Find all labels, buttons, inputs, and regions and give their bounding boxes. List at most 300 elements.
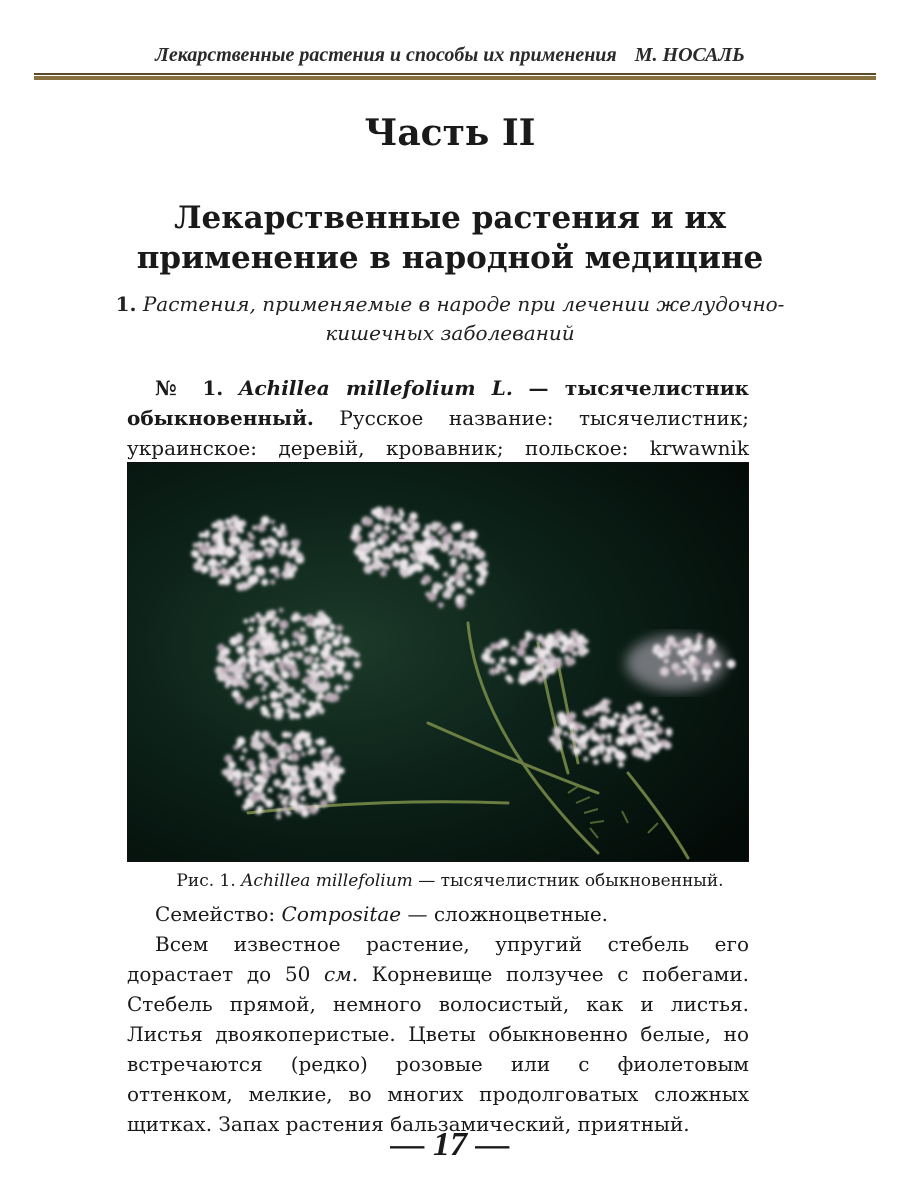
flower-floret [248,772,253,777]
flower-floret [236,583,244,591]
flower-floret [244,619,249,624]
flower-floret [397,534,406,543]
flower-floret [291,615,298,622]
flower-floret [606,699,611,704]
flower-floret [259,764,267,772]
flower-floret [568,723,575,730]
flower-floret [273,779,281,787]
flower-floret [342,636,350,644]
flower-floret [583,639,588,644]
flower-floret [245,798,252,805]
body-text [127,899,749,1139]
flower-floret [279,608,284,613]
flower-floret [309,747,316,754]
flower-floret [603,754,612,763]
flower-floret [305,772,312,779]
flower-floret [333,756,341,764]
flower-floret [641,738,647,744]
flower-floret [536,657,543,664]
flower-floret [363,556,371,564]
flower-floret [642,722,648,728]
flower-floret [220,567,228,575]
family-rest: — сложноцветные. [407,902,609,926]
flower-floret [682,640,687,645]
flower-floret [556,746,561,751]
flower-floret [569,744,574,749]
flower-floret [266,647,271,652]
flower-floret [234,520,242,528]
flower-floret [559,634,568,643]
flower-floret [583,710,589,716]
flower-floret [563,731,568,736]
flower-floret [223,649,229,655]
flower-floret [248,656,257,665]
flower-floret [271,758,279,766]
flower-floret [612,747,617,752]
flower-floret [282,732,288,738]
flower-floret [517,648,525,656]
flower-floret [307,781,316,790]
part-title: Часть II [364,112,536,154]
flower-floret [231,679,239,687]
flower-floret [281,754,287,760]
flower-floret [300,627,305,632]
flower-floret [702,669,708,675]
flower-floret [313,788,322,797]
flower-floret [398,517,403,522]
flower-floret [246,566,252,572]
flower-floret [290,564,295,569]
flower-floret [574,738,579,743]
flower-floret [270,691,279,700]
flower-floret [245,701,253,709]
entry-common-name: — тысячелистник обыкновенный. [127,376,749,430]
flower-floret [580,743,587,750]
flower-floret [384,525,390,531]
description-part1: Всем известное растение, упругий стебель его дорастает до 50 [127,932,749,986]
flower-floret [281,763,287,769]
flower-floret [249,535,255,541]
flower-floret [672,643,678,649]
flower-floret [627,706,633,712]
flower-floret [289,799,298,808]
entry-number: № 1. [155,376,224,400]
flower-floret [643,752,652,761]
flower-floret [372,549,380,557]
flower-floret [427,557,436,566]
flower-floret [470,542,475,547]
flower-floret [655,742,662,749]
flower-floret [237,775,242,780]
flower-floret [574,633,579,638]
flower-floret [262,695,267,700]
running-header [0,44,900,67]
flower-floret [315,657,320,662]
flower-floret [254,731,260,737]
flower-floret [511,646,516,651]
flower-floret [312,623,317,628]
flower-floret [320,800,328,808]
flower-floret [401,545,409,553]
header-rule-thick [34,76,876,80]
flower-floret [317,639,323,645]
flower-floret [553,734,560,741]
flower-floret [250,740,259,749]
flower-floret [209,548,216,555]
flower-floret [252,525,257,530]
flower-floret [272,527,278,533]
flower-floret [257,648,265,656]
flower-floret [306,669,311,674]
flower-floret [594,722,599,727]
flower-floret [576,642,584,650]
flower-floret [248,543,254,549]
flower-floret [480,568,485,573]
flower-floret [653,737,659,743]
flower-floret [272,674,280,682]
flower-floret [201,568,206,573]
flower-floret [295,713,301,719]
flower-floret [283,657,290,664]
flower-floret [218,579,224,585]
flower-floret [317,738,325,746]
flower-floret [707,638,713,644]
flower-floret [544,640,553,649]
flower-floret [339,651,346,658]
flower-floret [260,706,267,713]
flower-floret [489,658,495,664]
flower-floret [606,734,611,739]
flower-floret [225,683,230,688]
flower-floret [697,633,703,639]
flower-floret [245,672,252,679]
flower-floret [217,542,226,551]
flower-floret [599,744,606,751]
flower-floret [191,550,199,558]
header-author: М. НОСАЛЬ [634,44,745,66]
flower-floret [308,701,314,707]
flower-floret [353,661,361,669]
flower-floret [225,547,234,556]
flower-floret [519,639,528,648]
flower-floret [299,804,305,810]
flower-floret [235,562,240,567]
flower-floret [683,660,688,665]
flower-floret [536,635,544,643]
flower-floret [247,583,252,588]
flower-floret [466,555,471,560]
flower-floret [335,685,343,693]
flower-floret [322,636,328,642]
flower-floret [489,668,497,676]
flower-floret [545,660,552,667]
flower-floret [319,771,326,778]
flower-floret [589,748,598,757]
entry-latin-name: Achillea millefolium L. [238,376,513,400]
flower-floret [279,547,288,556]
flower-floret [477,580,482,585]
flower-floret [364,517,373,526]
flower-floret [590,730,596,736]
flower-floret [305,740,312,747]
flower-floret [537,676,544,683]
flower-floret [203,532,209,538]
flower-floret [280,524,285,529]
flower-floret [451,562,456,567]
flower-floret [282,806,288,812]
flower-floret [270,765,277,772]
flower-floret [704,676,709,681]
flower-floret [385,550,393,558]
flower-floret [413,525,420,532]
flower-floret [433,540,441,548]
flower-floret [283,744,291,752]
flower-floret [530,669,538,677]
flower-floret [687,664,692,669]
flower-floret [505,675,511,681]
flower-floret [428,592,437,601]
flower-floret [683,647,690,654]
flower-floret [236,633,243,640]
flower-floret [482,575,486,579]
flower-floret [291,660,296,665]
flower-floret [301,752,306,757]
flower-floret [282,541,289,548]
flower-floret [289,714,295,720]
flower-floret [363,542,369,548]
flower-floret [644,730,652,738]
flower-floret [288,687,294,693]
flower-floret [415,550,422,557]
flower-floret [257,792,262,797]
flower-floret [454,571,463,580]
flower-floret [265,800,273,808]
flower-floret [399,512,404,517]
flower-floret [240,756,245,761]
flower-floret [327,794,336,803]
description-unit: см. [323,962,359,986]
flower-floret [333,656,338,661]
flower-floret [279,620,288,629]
flower-floret [263,681,269,687]
flower-floret [278,692,284,698]
flower-floret [209,558,218,567]
flower-floret [221,558,227,564]
flower-floret [240,662,247,669]
flower-floret [564,655,569,660]
flower-floret [295,744,302,751]
flower-floret [292,641,297,646]
flower-floret [658,716,663,721]
flower-floret [593,759,598,764]
flower-floret [461,565,469,573]
flower-floret [322,649,330,657]
flower-floret [212,538,217,543]
flower-floret [291,765,299,773]
flower-floret [304,647,309,652]
flower-floret [344,685,349,690]
flower-floret [270,520,275,525]
flower-floret [331,693,340,702]
flower-floret [256,806,263,813]
flower-floret [245,784,251,790]
flower-floret [279,682,288,691]
flower-floret [277,808,282,813]
flower-floret [275,573,280,578]
flower-floret [267,714,271,718]
flower-floret [319,761,328,770]
flower-floret [256,552,263,559]
flower-floret [598,702,607,711]
flower-floret [316,696,321,701]
flower-floret [445,581,451,587]
flower-floret [713,661,720,668]
flower-floret [255,676,262,683]
flower-floret [329,624,335,630]
flower-floret [281,641,289,649]
flower-floret [226,525,231,530]
flower-floret [243,772,249,778]
flower-floret [232,690,240,698]
description-paragraph [127,929,749,1139]
flower-floret [271,622,276,627]
flower-floret [707,649,713,655]
flower-floret [373,524,382,533]
flower-floret [461,596,466,601]
flower-floret [583,757,588,762]
flower-floret [380,533,389,542]
flower-floret [255,784,264,793]
flower-floret [500,657,507,664]
flower-floret [622,719,631,728]
flower-floret [233,745,238,750]
header-rule [34,73,876,75]
flower-floret [412,556,418,562]
flower-floret [558,719,563,724]
flower-floret [460,554,465,559]
flower-floret [525,631,531,637]
flower-floret [312,762,318,768]
flower-floret [301,689,306,694]
flower-floret [524,656,529,661]
flower-floret [651,707,659,715]
flower-floret [249,647,258,656]
flower-floret [193,543,198,548]
flower-floret [408,534,415,541]
flower-floret [459,581,466,588]
flower-floret [210,572,215,577]
flower-floret [236,646,244,654]
flower-floret [324,694,331,701]
flower-floret [305,710,312,717]
flower-floret [268,788,273,793]
flower-floret [225,519,231,525]
flower-floret [399,522,407,530]
flower-floret [305,614,314,623]
yarrow-flower-illustration [128,463,749,862]
flower-floret [497,644,502,649]
flower-floret [326,664,331,669]
flower-floret [315,805,320,810]
flower-floret [243,683,249,689]
flower-floret [458,541,463,546]
flower-floret [197,557,204,564]
flower-floret [266,614,273,621]
flower-floret [633,723,642,732]
flower-floret [262,661,269,668]
flower-floret [237,675,241,679]
flower-floret [217,562,222,567]
flower-floret [438,602,444,608]
flower-floret [326,778,336,788]
flower-floret [282,570,289,577]
flower-floret [344,646,349,651]
flower-floret [309,645,318,654]
flower-floret [440,526,447,533]
flower-floret [259,753,267,761]
flower-floret [254,633,263,642]
flower-floret [287,708,292,713]
flower-floret [485,648,492,655]
flower-floret [632,747,641,756]
flower-floret [281,530,287,536]
flower-floret [248,627,253,632]
flower-floret [312,684,321,693]
flower-floret [666,728,673,735]
flower-floret [432,582,441,591]
flower-floret [660,667,669,676]
flower-floret [280,630,285,635]
flower-floret [228,666,235,673]
flower-floret [383,564,390,571]
flower-floret [440,542,450,552]
flower-floret [400,559,409,568]
flower-floret [307,655,314,662]
flower-floret [605,747,611,753]
flower-floret [293,653,298,658]
caption-latin: Achillea millefolium [241,871,413,891]
flower-floret [322,752,330,760]
flower-floret [443,591,451,599]
flower-floret [246,759,254,767]
flower-floret [557,658,562,663]
flower-floret [264,637,274,647]
header-book-title: Лекарственные растения и способы их применения [155,44,617,66]
flower-floret [560,647,566,653]
flower-floret [260,539,268,547]
flower-floret [682,669,687,674]
flower-floret [278,794,284,800]
flower-floret [475,547,480,552]
chapter-title: Лекарственные растения и их применение в народной медицине [136,200,764,276]
flower-floret [337,635,342,640]
flower-floret [633,704,638,709]
page-number-value: 17 [433,1126,467,1163]
flower-floret [407,518,414,525]
flower-floret [220,552,224,556]
flower-floret [267,552,273,558]
flower-floret [261,579,268,586]
flower-floret [292,692,297,697]
flower-floret [253,667,259,673]
flower-floret [595,736,599,740]
flower-floret [283,801,288,806]
caption-prefix: Рис. 1. [176,871,236,891]
flower-floret [336,625,342,631]
flower-floret [480,561,488,569]
flower-floret [584,648,589,653]
caption-rest: — тысячелистник обыкновенный. [418,871,724,891]
